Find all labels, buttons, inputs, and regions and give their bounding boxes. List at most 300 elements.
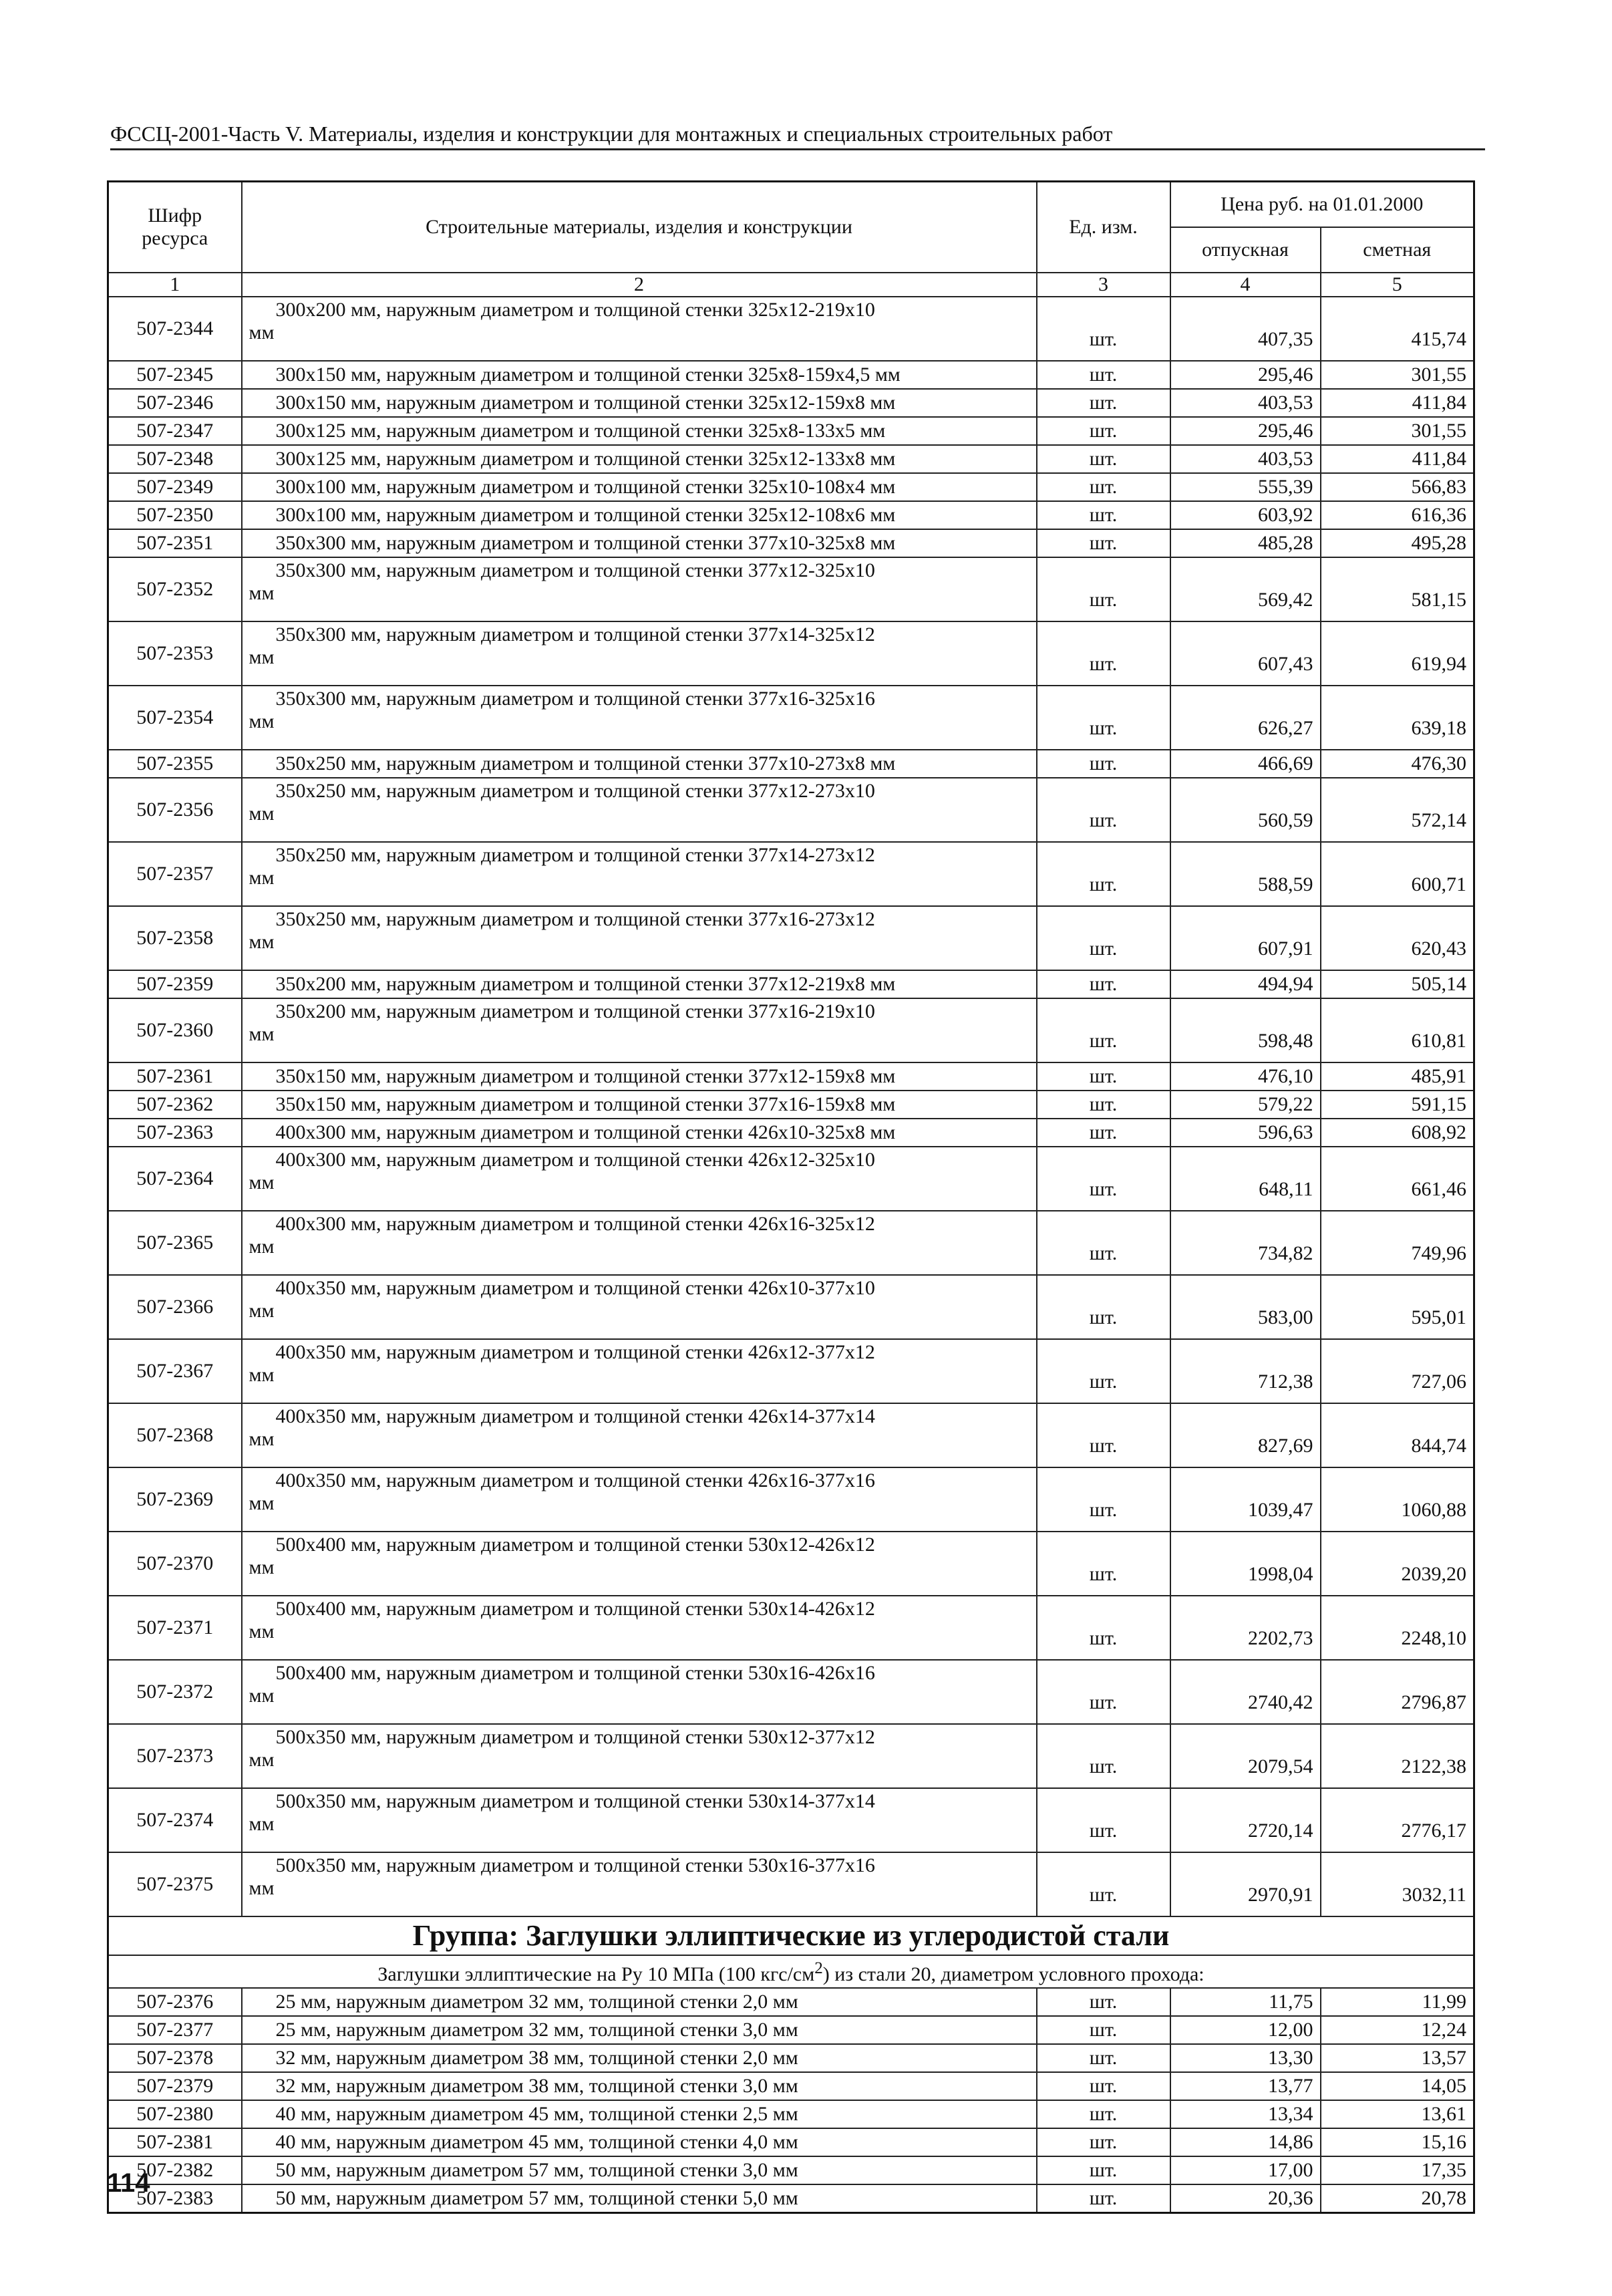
description-line-continued: мм [249, 321, 275, 343]
description-line: 400x350 мм, наружным диаметром и толщиной стенки 426x14-377x14 [275, 1405, 875, 1427]
release-price: 583,00 [1170, 1275, 1321, 1339]
table-row [108, 778, 1474, 842]
unit: шт. [1037, 1339, 1170, 1403]
table-row [108, 750, 1474, 778]
estimate-price: 11,99 [1321, 1988, 1474, 2016]
description-line: 400x350 мм, наружным диаметром и толщиной стенки 426x10-377x10 [275, 1277, 875, 1299]
estimate-price: 301,55 [1321, 417, 1474, 445]
resource-description [242, 1062, 1037, 1091]
estimate-price: 749,96 [1321, 1211, 1474, 1275]
table-body-tees [108, 297, 1474, 1916]
release-price: 295,46 [1170, 417, 1321, 445]
unit: шт. [1037, 842, 1170, 906]
table-row [108, 1532, 1474, 1596]
description-line-continued: мм [249, 1364, 275, 1386]
resource-description [242, 1091, 1037, 1119]
description-line: 300x150 мм, наружным диаметром и толщиной стенки 325x12-159x8 мм [275, 392, 896, 414]
release-price: 403,53 [1170, 445, 1321, 473]
table-row [108, 2156, 1474, 2184]
description-line: 350x200 мм, наружным диаметром и толщиной стенки 377x16-219x10 [275, 1000, 875, 1022]
resource-code: 507-2372 [108, 1660, 242, 1724]
unit: шт. [1037, 750, 1170, 778]
table-row [108, 417, 1474, 445]
description-line: 500x350 мм, наружным диаметром и толщиной стенки 530x14-377x14 [275, 1790, 875, 1812]
estimate-price: 2776,17 [1321, 1788, 1474, 1852]
estimate-price: 727,06 [1321, 1339, 1474, 1403]
resource-description [242, 1275, 1037, 1339]
description-line: 400x300 мм, наружным диаметром и толщиной стенки 426x10-325x8 мм [275, 1121, 896, 1143]
description-line-continued: мм [249, 646, 275, 668]
description-line-continued: мм [249, 582, 275, 604]
estimate-price: 2039,20 [1321, 1532, 1474, 1596]
release-price: 13,30 [1170, 2044, 1321, 2072]
resource-code: 507-2375 [108, 1852, 242, 1916]
release-price: 607,91 [1170, 906, 1321, 970]
resource-description [242, 1147, 1037, 1211]
description-line: 25 мм, наружным диаметром 32 мм, толщиной стенки 2,0 мм [275, 1991, 798, 2013]
estimate-price: 619,94 [1321, 621, 1474, 686]
resource-code: 507-2355 [108, 750, 242, 778]
resource-code: 507-2379 [108, 2072, 242, 2100]
table-row [108, 1467, 1474, 1532]
description-line: 350x250 мм, наружным диаметром и толщиной стенки 377x16-273x12 [275, 908, 875, 930]
estimate-price: 12,24 [1321, 2016, 1474, 2044]
unit: шт. [1037, 1596, 1170, 1660]
estimate-price: 13,57 [1321, 2044, 1474, 2072]
group-subtitle-text: Заглушки эллиптические на Ру 10 МПа (100 кгс/см [377, 1963, 815, 1985]
resource-price-table [107, 180, 1475, 2214]
table-row [108, 1091, 1474, 1119]
description-line-continued: мм [249, 931, 275, 953]
estimate-price: 610,81 [1321, 998, 1474, 1062]
column-number: 5 [1321, 273, 1474, 297]
resource-code: 507-2381 [108, 2128, 242, 2156]
release-price: 569,42 [1170, 557, 1321, 621]
unit: шт. [1037, 1724, 1170, 1788]
release-price: 1039,47 [1170, 1467, 1321, 1532]
resource-description [242, 2184, 1037, 2213]
unit: шт. [1037, 2184, 1170, 2213]
resource-description [242, 750, 1037, 778]
release-price: 295,46 [1170, 361, 1321, 389]
resource-description [242, 2044, 1037, 2072]
unit: шт. [1037, 2128, 1170, 2156]
resource-description [242, 1119, 1037, 1147]
resource-code: 507-2367 [108, 1339, 242, 1403]
table-row [108, 501, 1474, 529]
table-row [108, 297, 1474, 361]
resource-description [242, 1788, 1037, 1852]
table-row [108, 2016, 1474, 2044]
description-line: 50 мм, наружным диаметром 57 мм, толщиной стенки 3,0 мм [275, 2159, 798, 2181]
release-price: 494,94 [1170, 970, 1321, 998]
table-row [108, 1403, 1474, 1467]
release-price: 13,77 [1170, 2072, 1321, 2100]
table-row [108, 361, 1474, 389]
unit: шт. [1037, 1275, 1170, 1339]
resource-description [242, 970, 1037, 998]
unit: шт. [1037, 1660, 1170, 1724]
column-number: 3 [1037, 273, 1170, 297]
release-price: 403,53 [1170, 389, 1321, 417]
release-price: 579,22 [1170, 1091, 1321, 1119]
description-line: 500x350 мм, наружным диаметром и толщиной стенки 530x16-377x16 [275, 1854, 875, 1876]
description-line: 40 мм, наружным диаметром 45 мм, толщиной стенки 4,0 мм [275, 2131, 798, 2153]
description-line-continued: мм [249, 1236, 275, 1258]
estimate-price: 415,74 [1321, 297, 1474, 361]
resource-code: 507-2349 [108, 473, 242, 501]
group-subtitle-row [108, 1955, 1474, 1988]
table-row [108, 2184, 1474, 2213]
description-line: 300x125 мм, наружным диаметром и толщиной стенки 325x8-133x5 мм [275, 420, 886, 442]
release-price: 588,59 [1170, 842, 1321, 906]
release-price: 2079,54 [1170, 1724, 1321, 1788]
table-row [108, 998, 1474, 1062]
resource-code: 507-2347 [108, 417, 242, 445]
table-row [108, 2128, 1474, 2156]
resource-description [242, 686, 1037, 750]
table-row [108, 445, 1474, 473]
estimate-price: 13,61 [1321, 2100, 1474, 2128]
resource-description [242, 297, 1037, 361]
unit: шт. [1037, 1988, 1170, 2016]
estimate-price: 411,84 [1321, 389, 1474, 417]
description-line: 400x350 мм, наружным диаметром и толщиной стенки 426x16-377x16 [275, 1469, 875, 1491]
description-line-continued: мм [249, 1813, 275, 1835]
estimate-price: 844,74 [1321, 1403, 1474, 1467]
release-price: 20,36 [1170, 2184, 1321, 2213]
release-price: 607,43 [1170, 621, 1321, 686]
estimate-price: 3032,11 [1321, 1852, 1474, 1916]
resource-description [242, 1339, 1037, 1403]
group-subtitle-text-end: ) из стали 20, диаметром условного прохода: [822, 1963, 1204, 1985]
resource-code: 507-2366 [108, 1275, 242, 1339]
group-subtitle-superscript: 2 [814, 1959, 823, 1977]
unit: шт. [1037, 557, 1170, 621]
description-line: 300x200 мм, наружным диаметром и толщиной стенки 325x12-219x10 [275, 299, 875, 321]
header-estimate-price: сметная [1321, 227, 1474, 273]
release-price: 2970,91 [1170, 1852, 1321, 1916]
estimate-price: 661,46 [1321, 1147, 1474, 1211]
description-line: 350x250 мм, наружным диаметром и толщиной стенки 377x14-273x12 [275, 844, 875, 866]
column-number: 1 [108, 273, 242, 297]
description-line: 350x200 мм, наружным диаметром и толщиной стенки 377x12-219x8 мм [275, 973, 896, 995]
table-row [108, 1660, 1474, 1724]
release-price: 466,69 [1170, 750, 1321, 778]
resource-code: 507-2356 [108, 778, 242, 842]
resource-description [242, 842, 1037, 906]
release-price: 712,38 [1170, 1339, 1321, 1403]
estimate-price: 600,71 [1321, 842, 1474, 906]
table-row [108, 1339, 1474, 1403]
description-line-continued: мм [249, 1685, 275, 1707]
unit: шт. [1037, 501, 1170, 529]
description-line-continued: мм [249, 1023, 275, 1045]
release-price: 1998,04 [1170, 1532, 1321, 1596]
resource-code: 507-2368 [108, 1403, 242, 1467]
resource-description [242, 1467, 1037, 1532]
table-row [108, 1988, 1474, 2016]
estimate-price: 581,15 [1321, 557, 1474, 621]
unit: шт. [1037, 998, 1170, 1062]
estimate-price: 639,18 [1321, 686, 1474, 750]
resource-code: 507-2348 [108, 445, 242, 473]
page-number: 114 [107, 2168, 150, 2198]
resource-description [242, 998, 1037, 1062]
estimate-price: 566,83 [1321, 473, 1474, 501]
unit: шт. [1037, 2100, 1170, 2128]
description-line-continued: мм [249, 1300, 275, 1322]
description-line-continued: мм [249, 1620, 275, 1642]
release-price: 596,63 [1170, 1119, 1321, 1147]
table-row [108, 389, 1474, 417]
unit: шт. [1037, 361, 1170, 389]
description-line-continued: мм [249, 803, 275, 825]
unit: шт. [1037, 1467, 1170, 1532]
unit: шт. [1037, 1403, 1170, 1467]
estimate-price: 591,15 [1321, 1091, 1474, 1119]
group-subtitle [108, 1955, 1474, 1988]
estimate-price: 608,92 [1321, 1119, 1474, 1147]
resource-code: 507-2358 [108, 906, 242, 970]
description-line-continued: мм [249, 710, 275, 732]
column-number: 4 [1170, 273, 1321, 297]
unit: шт. [1037, 686, 1170, 750]
resource-code: 507-2350 [108, 501, 242, 529]
resource-description [242, 2016, 1037, 2044]
resource-description [242, 1988, 1037, 2016]
resource-code: 507-2360 [108, 998, 242, 1062]
resource-description [242, 445, 1037, 473]
column-number: 2 [242, 273, 1037, 297]
unit: шт. [1037, 417, 1170, 445]
unit: шт. [1037, 389, 1170, 417]
header-name: Строительные материалы, изделия и конструкции [242, 182, 1037, 273]
header-code: Шифр ресурса [108, 182, 242, 273]
unit: шт. [1037, 1211, 1170, 1275]
estimate-price: 495,28 [1321, 529, 1474, 557]
description-line-continued: мм [249, 867, 275, 889]
resource-code: 507-2383 [108, 2184, 242, 2213]
resource-code: 507-2362 [108, 1091, 242, 1119]
description-line: 350x300 мм, наружным диаметром и толщиной стенки 377x10-325x8 мм [275, 532, 896, 554]
resource-code: 507-2346 [108, 389, 242, 417]
description-line-continued: мм [249, 1171, 275, 1193]
description-line-continued: мм [249, 1556, 275, 1578]
table-row [108, 906, 1474, 970]
unit: шт. [1037, 1147, 1170, 1211]
estimate-price: 2122,38 [1321, 1724, 1474, 1788]
unit: шт. [1037, 1532, 1170, 1596]
estimate-price: 476,30 [1321, 750, 1474, 778]
description-line-continued: мм [249, 1749, 275, 1771]
release-price: 626,27 [1170, 686, 1321, 750]
description-line-continued: мм [249, 1877, 275, 1899]
release-price: 2202,73 [1170, 1596, 1321, 1660]
description-line: 350x250 мм, наружным диаметром и толщиной стенки 377x10-273x8 мм [275, 752, 896, 774]
group-title-row [108, 1916, 1474, 1955]
description-line: 40 мм, наружным диаметром 45 мм, толщиной стенки 2,5 мм [275, 2103, 798, 2125]
description-line-continued: мм [249, 1428, 275, 1450]
table-header-row [108, 182, 1474, 228]
resource-description [242, 361, 1037, 389]
estimate-price: 1060,88 [1321, 1467, 1474, 1532]
table-row [108, 1724, 1474, 1788]
resource-code: 507-2353 [108, 621, 242, 686]
release-price: 603,92 [1170, 501, 1321, 529]
resource-description [242, 2128, 1037, 2156]
resource-code: 507-2376 [108, 1988, 242, 2016]
release-price: 14,86 [1170, 2128, 1321, 2156]
description-line: 350x150 мм, наружным диаметром и толщиной стенки 377x16-159x8 мм [275, 1093, 896, 1115]
unit: шт. [1037, 1091, 1170, 1119]
estimate-price: 505,14 [1321, 970, 1474, 998]
description-line: 350x300 мм, наружным диаметром и толщиной стенки 377x14-325x12 [275, 623, 875, 645]
release-price: 2720,14 [1170, 1788, 1321, 1852]
resource-description [242, 473, 1037, 501]
table-row [108, 686, 1474, 750]
table-row [108, 1062, 1474, 1091]
resource-code: 507-2345 [108, 361, 242, 389]
estimate-price: 17,35 [1321, 2156, 1474, 2184]
description-line: 350x300 мм, наружным диаметром и толщиной стенки 377x12-325x10 [275, 559, 875, 581]
unit: шт. [1037, 621, 1170, 686]
resource-description [242, 1596, 1037, 1660]
estimate-price: 595,01 [1321, 1275, 1474, 1339]
resource-code: 507-2361 [108, 1062, 242, 1091]
description-line: 500x400 мм, наружным диаметром и толщиной стенки 530x14-426x12 [275, 1598, 875, 1620]
resource-code: 507-2352 [108, 557, 242, 621]
estimate-price: 20,78 [1321, 2184, 1474, 2213]
estimate-price: 485,91 [1321, 1062, 1474, 1091]
release-price: 485,28 [1170, 529, 1321, 557]
description-line: 300x150 мм, наружным диаметром и толщиной стенки 325x8-159x4,5 мм [275, 364, 901, 386]
group-section [108, 1916, 1474, 1988]
page-header: ФССЦ-2001-Часть V. Материалы, изделия и конструкции для монтажных и специальных строительных работ [110, 120, 1485, 150]
group-title: Группа: Заглушки эллиптические из углеродистой стали [108, 1916, 1474, 1955]
release-price: 555,39 [1170, 473, 1321, 501]
table-body-caps [108, 1988, 1474, 2213]
estimate-price: 572,14 [1321, 778, 1474, 842]
resource-code: 507-2377 [108, 2016, 242, 2044]
estimate-price: 301,55 [1321, 361, 1474, 389]
resource-description [242, 1211, 1037, 1275]
description-line: 350x300 мм, наружным диаметром и толщиной стенки 377x16-325x16 [275, 688, 875, 710]
description-line: 500x350 мм, наружным диаметром и толщиной стенки 530x12-377x12 [275, 1726, 875, 1748]
description-line: 400x300 мм, наружным диаметром и толщиной стенки 426x16-325x12 [275, 1213, 875, 1235]
estimate-price: 2796,87 [1321, 1660, 1474, 1724]
estimate-price: 620,43 [1321, 906, 1474, 970]
resource-description [242, 2156, 1037, 2184]
resource-description [242, 621, 1037, 686]
release-price: 827,69 [1170, 1403, 1321, 1467]
unit: шт. [1037, 297, 1170, 361]
table-row [108, 1211, 1474, 1275]
description-line: 25 мм, наружным диаметром 32 мм, толщиной стенки 3,0 мм [275, 2019, 798, 2041]
description-line-continued: мм [249, 1492, 275, 1514]
resource-description [242, 1403, 1037, 1467]
unit: шт. [1037, 1119, 1170, 1147]
resource-code: 507-2369 [108, 1467, 242, 1532]
description-line: 500x400 мм, наружным диаметром и толщиной стенки 530x16-426x16 [275, 1662, 875, 1684]
resource-description [242, 1852, 1037, 1916]
table-row [108, 1852, 1474, 1916]
resource-code: 507-2344 [108, 297, 242, 361]
release-price: 734,82 [1170, 1211, 1321, 1275]
unit: шт. [1037, 2044, 1170, 2072]
resource-description [242, 1532, 1037, 1596]
release-price: 648,11 [1170, 1147, 1321, 1211]
resource-code: 507-2351 [108, 529, 242, 557]
resource-code: 507-2364 [108, 1147, 242, 1211]
release-price: 11,75 [1170, 1988, 1321, 2016]
resource-description [242, 557, 1037, 621]
description-line: 32 мм, наружным диаметром 38 мм, толщиной стенки 3,0 мм [275, 2075, 798, 2097]
description-line: 32 мм, наружным диаметром 38 мм, толщиной стенки 2,0 мм [275, 2047, 798, 2069]
table-row [108, 473, 1474, 501]
resource-description [242, 501, 1037, 529]
resource-code: 507-2373 [108, 1724, 242, 1788]
estimate-price: 616,36 [1321, 501, 1474, 529]
unit: шт. [1037, 473, 1170, 501]
table-row [108, 1147, 1474, 1211]
release-price: 17,00 [1170, 2156, 1321, 2184]
description-line: 350x150 мм, наружным диаметром и толщиной стенки 377x12-159x8 мм [275, 1065, 896, 1087]
unit: шт. [1037, 2156, 1170, 2184]
table-row [108, 842, 1474, 906]
description-line: 300x100 мм, наружным диаметром и толщиной стенки 325x12-108x6 мм [275, 504, 896, 526]
estimate-price: 2248,10 [1321, 1596, 1474, 1660]
resource-description [242, 1660, 1037, 1724]
estimate-price: 411,84 [1321, 445, 1474, 473]
header-unit: Ед. изм. [1037, 182, 1170, 273]
unit: шт. [1037, 2016, 1170, 2044]
table-row [108, 621, 1474, 686]
unit: шт. [1037, 970, 1170, 998]
column-number-row [108, 273, 1474, 297]
resource-description [242, 2072, 1037, 2100]
table-row [108, 2072, 1474, 2100]
unit: шт. [1037, 445, 1170, 473]
release-price: 560,59 [1170, 778, 1321, 842]
resource-description [242, 417, 1037, 445]
unit: шт. [1037, 529, 1170, 557]
resource-description [242, 906, 1037, 970]
description-line: 50 мм, наружным диаметром 57 мм, толщиной стенки 5,0 мм [275, 2187, 798, 2209]
resource-code: 507-2378 [108, 2044, 242, 2072]
resource-code: 507-2371 [108, 1596, 242, 1660]
resource-code: 507-2365 [108, 1211, 242, 1275]
resource-code: 507-2380 [108, 2100, 242, 2128]
unit: шт. [1037, 906, 1170, 970]
release-price: 407,35 [1170, 297, 1321, 361]
resource-code: 507-2357 [108, 842, 242, 906]
header-release-price: отпускная [1170, 227, 1321, 273]
resource-code: 507-2374 [108, 1788, 242, 1852]
resource-code: 507-2382 [108, 2156, 242, 2184]
description-line: 500x400 мм, наружным диаметром и толщиной стенки 530x12-426x12 [275, 1534, 875, 1556]
table-row [108, 970, 1474, 998]
unit: шт. [1037, 1788, 1170, 1852]
release-price: 13,34 [1170, 2100, 1321, 2128]
unit: шт. [1037, 2072, 1170, 2100]
resource-code: 507-2370 [108, 1532, 242, 1596]
estimate-price: 14,05 [1321, 2072, 1474, 2100]
table-row [108, 557, 1474, 621]
resource-code: 507-2359 [108, 970, 242, 998]
table-row [108, 1119, 1474, 1147]
description-line: 300x100 мм, наружным диаметром и толщиной стенки 325x10-108x4 мм [275, 476, 896, 498]
